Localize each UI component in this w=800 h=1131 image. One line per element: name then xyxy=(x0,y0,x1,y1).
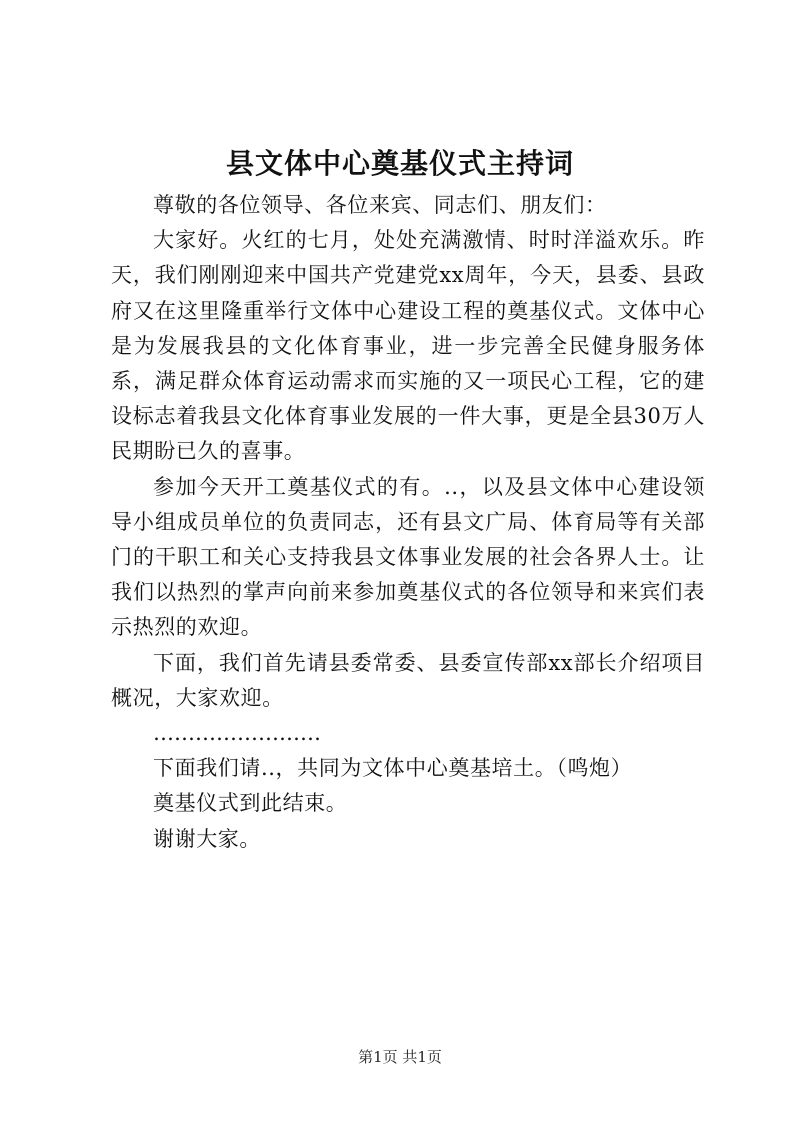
closing-paragraph-3: 谢谢大家。 xyxy=(153,826,261,851)
ellipsis-separator: …………………… xyxy=(153,721,321,746)
document-title: 县文体中心奠基仪式主持词 xyxy=(225,147,574,180)
introduction-paragraph: 下面，我们首先请县委常委、县委宣传部xx部长介绍项目概况，大家欢迎。 xyxy=(111,650,705,710)
closing-paragraph-2: 奠基仪式到此结束。 xyxy=(153,791,348,816)
salutation-paragraph: 尊敬的各位领导、各位来宾、同志们、朋友们： xyxy=(153,193,607,217)
opening-paragraph: 大家好。火红的七月，处处充满激情、时时洋溢欢乐。昨天，我们刚刚迎来中国共产党建党xx周年，今天，县委、县政府又在这里隆重举行文体中心建设工程的奠基仪式。文体中心是为发展我县的文化体育事业，进一步完善全民健身服务体系，满足群众体育运动需求而实施的又一项民心工程，它的建设标志着我县文化体育事业发展的一件大事，更是全县30万人民期盼已久的喜事。 xyxy=(111,228,705,464)
attendees-paragraph: 参加今天开工奠基仪式的有。..，以及县文体中心建设领导小组成员单位的负责同志，还有县文广局、体育局等有关部门的干职工和关心支持我县文体事业发展的社会各界人士。让我们以热烈的掌声向前来参加奠基仪式的各位领导和来宾们表示热烈的欢迎。 xyxy=(111,474,705,640)
page-number-footer: 第1页 共1页 xyxy=(358,1048,442,1066)
closing-paragraph-1: 下面我们请..，共同为文体中心奠基培土。（鸣炮） xyxy=(153,756,633,781)
document-body xyxy=(111,188,705,857)
